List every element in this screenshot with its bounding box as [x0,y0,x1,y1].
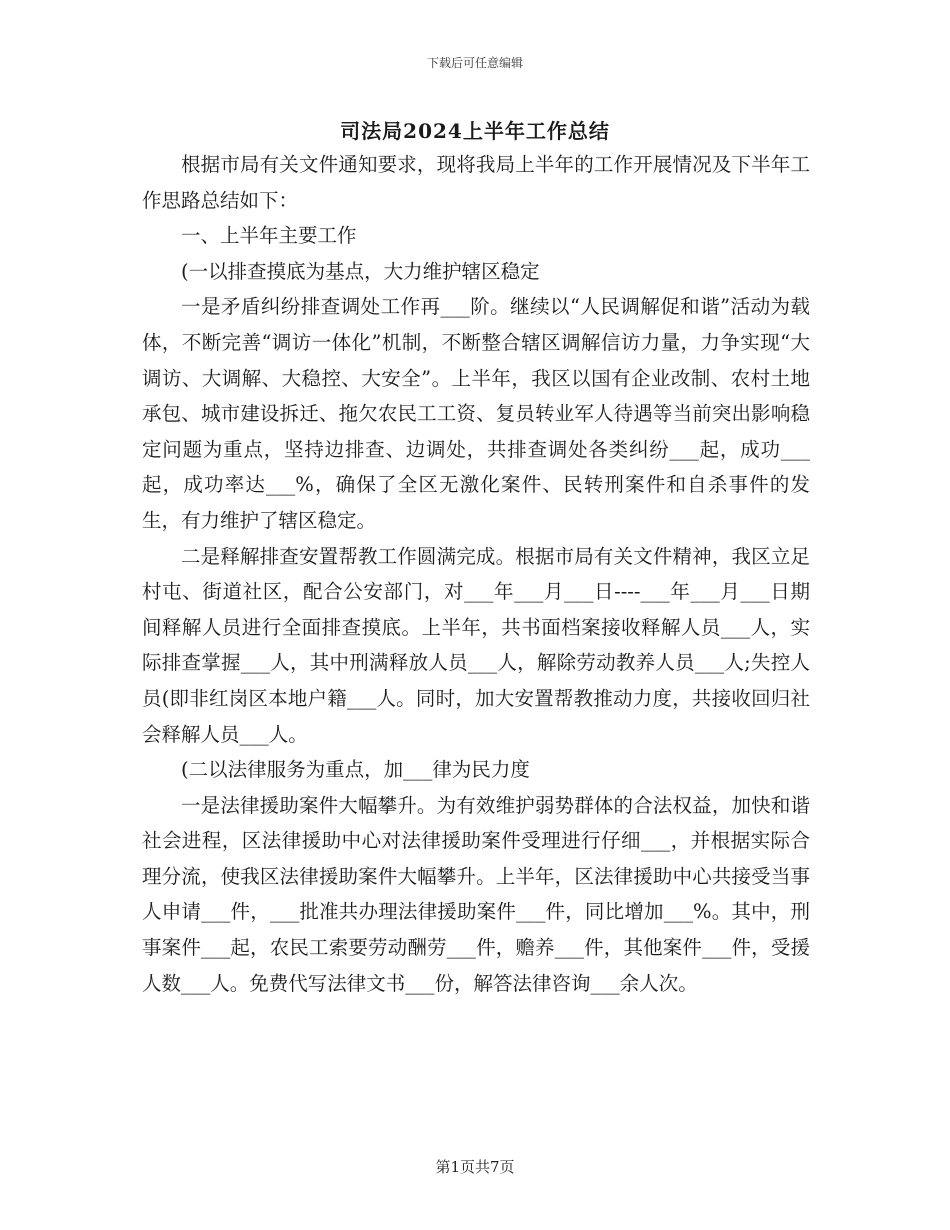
section-heading: 一、上半年主要工作 [181,224,357,248]
page-number: 第1页共7页 [435,1158,515,1176]
subsection-heading: (一以排查摸底为基点，大力维护辖区稳定 [181,259,540,283]
paragraph-body: 二是释解排查安置帮教工作圆满完成。根据市局有关文件精神，我区立足村屯、街道社区，配合公安部门，对___年___月___日----___年___月___日期间释解人员进行全面排查摸底。上半年，共书面档案接收释解人员___人，实际排查掌握___人，其中刑满释放人员___人，解除劳动教养人员___人;失控人员(即非红岗区本地户籍___人。同时，加大安置帮教推动力度，共接收回归社会释解人员___人。 [142,544,810,746]
header-note: 下载后可任意编辑 [426,56,523,70]
paragraph-intro: 根据市局有关文件通知要求，现将我局上半年的工作开展情况及下半年工作思路总结如下： [142,153,810,212]
document-title: 司法局2024上半年工作总结 [340,119,610,143]
paragraph-body: 一是法律援助案件大幅攀升。为有效维护弱势群体的合法权益，加快和谐社会进程，区法律援助中心对法律援助案件受理进行仔细___，并根据实际合理分流，使我区法律援助案件大幅攀升。上半年，区法律援助中心共接受当事人申请___件，___批准共办理法律援助案件___件，同比增加___%。其中，刑事案件___起，农民工索要劳动酬劳___件，赡养___件，其他案件___件，受援人数___人。免费代写法律文书___份，解答法律咨询___余人次。 [142,793,810,995]
document-body [142,147,810,1001]
subsection-heading: (二以法律服务为重点，加___律为民力度 [181,758,530,782]
paragraph-body: 一是矛盾纠纷排查调处工作再___阶。继续以“人民调解促和谐”活动为载体，不断完善“调访一体化”机制，不断整合辖区调解信访力量，力争实现“大调访、大调解、大稳控、大安全”。上半年，我区以国有企业改制、农村土地承包、城市建设拆迁、拖欠农民工工资、复员转业军人待遇等当前突出影响稳定问题为重点，坚持边排查、边调处，共排查调处各类纠纷___起，成功___起，成功率达___%，确保了全区无激化案件、民转刑案件和自杀事件的发生，有力维护了辖区稳定。 [142,295,810,532]
